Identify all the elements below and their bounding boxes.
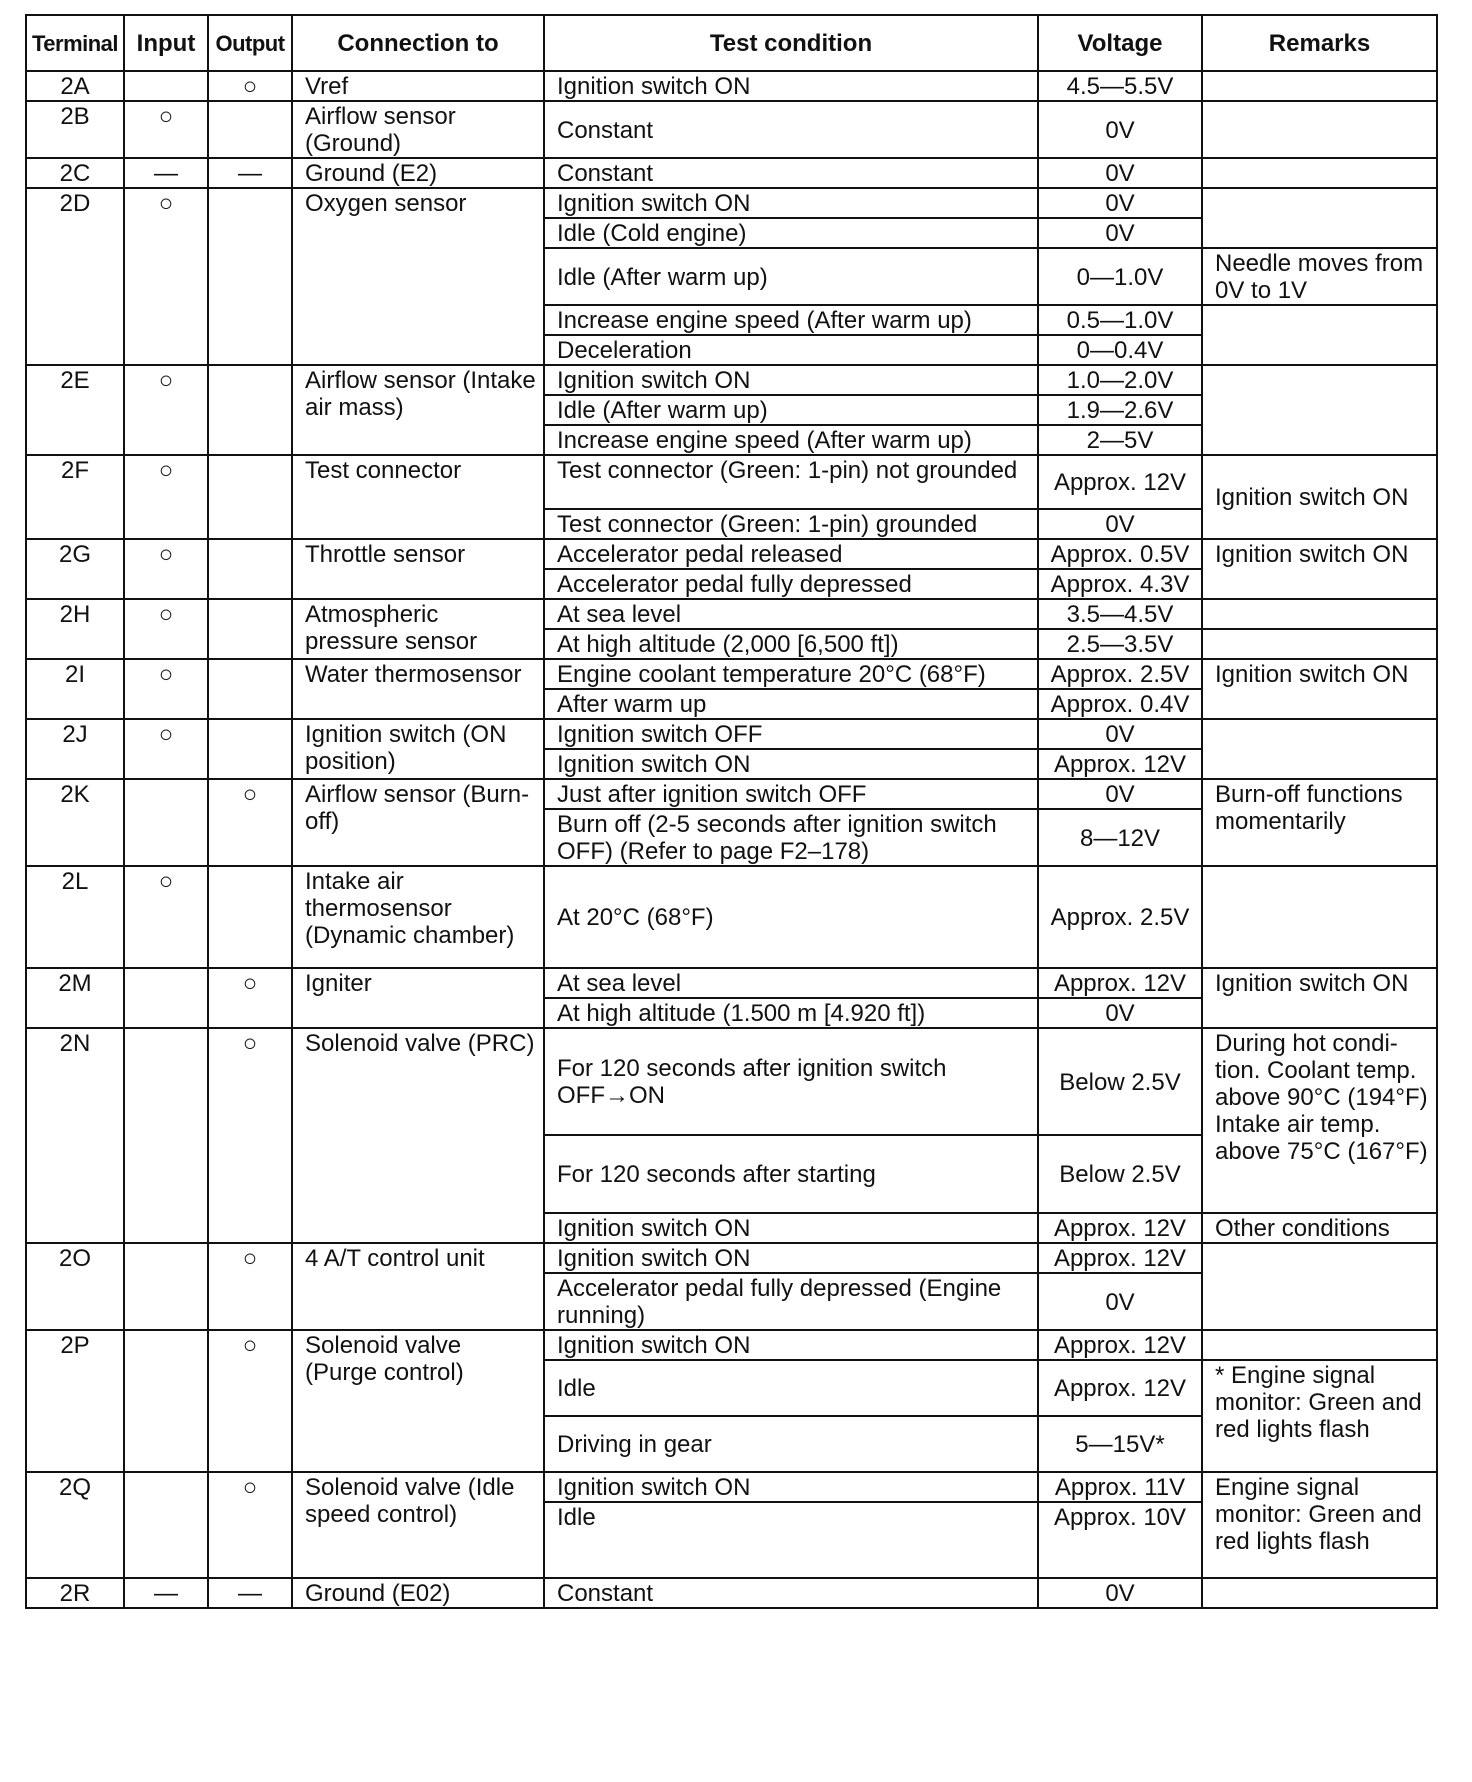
test-condition-cell: Ignition switch ON: [544, 1472, 1038, 1502]
voltage-cell: Approx. 12V: [1038, 968, 1202, 998]
test-condition-cell: Engine coolant temperature 20°C (68°F): [544, 659, 1038, 689]
table-row: [26, 1243, 1437, 1273]
voltage-cell: 0V: [1038, 1273, 1202, 1330]
terminal-cell: 2M: [26, 968, 124, 1028]
header-connection: Connection to: [292, 15, 544, 71]
output-cell: [208, 101, 292, 158]
remarks-cell: [1202, 71, 1437, 101]
voltage-cell: 0V: [1038, 158, 1202, 188]
test-condition-cell: Idle (After warm up): [544, 248, 1038, 305]
voltage-cell: 1.9—2.6V: [1038, 395, 1202, 425]
test-condition-cell: At high altitude (1.500 m [4.920 ft]): [544, 998, 1038, 1028]
connection-cell: Vref: [292, 71, 544, 101]
table-row: [26, 158, 1437, 188]
input-cell: [124, 1472, 208, 1578]
table-row: [26, 455, 1437, 509]
input-cell: [124, 779, 208, 866]
test-condition-cell: At high altitude (2,000 [6,500 ft]): [544, 629, 1038, 659]
test-condition-cell: Accelerator pedal released: [544, 539, 1038, 569]
output-mark: ○: [208, 71, 292, 101]
output-cell: [208, 539, 292, 599]
output-dash: —: [208, 1578, 292, 1608]
output-cell: [208, 659, 292, 719]
table-row: [26, 71, 1437, 101]
remarks-cell: [1202, 305, 1437, 365]
input-mark: ○: [124, 659, 208, 719]
test-condition-cell: Idle: [544, 1360, 1038, 1416]
input-cell: [124, 1330, 208, 1472]
remarks-cell: Other conditions: [1202, 1213, 1437, 1243]
output-cell: [208, 866, 292, 968]
input-mark: ○: [124, 188, 208, 365]
table-row: [26, 779, 1437, 809]
input-mark: ○: [124, 866, 208, 968]
voltage-cell: 8—12V: [1038, 809, 1202, 866]
remarks-cell: Ignition switch ON: [1202, 968, 1437, 1028]
test-condition-cell: Ignition switch ON: [544, 71, 1038, 101]
terminal-cell: 2K: [26, 779, 124, 866]
output-cell: [208, 599, 292, 659]
voltage-cell: 0—0.4V: [1038, 335, 1202, 365]
remarks-cell: Needle moves from 0V to 1V: [1202, 248, 1437, 305]
connection-cell: Intake air thermosensor (Dynamic chamber): [292, 866, 544, 968]
test-condition-cell: Burn off (2-5 seconds after ignition switch OFF) (Refer to page F2–178): [544, 809, 1038, 866]
test-condition-cell: Constant: [544, 101, 1038, 158]
remarks-cell: [1202, 1243, 1437, 1330]
terminal-cell: 2G: [26, 539, 124, 599]
voltage-cell: Approx. 10V: [1038, 1502, 1202, 1578]
connection-cell: Igniter: [292, 968, 544, 1028]
test-condition-cell: Increase engine speed (After warm up): [544, 305, 1038, 335]
terminal-cell: 2F: [26, 455, 124, 539]
input-cell: [124, 71, 208, 101]
voltage-cell: 0V: [1038, 1578, 1202, 1608]
voltage-cell: Approx. 2.5V: [1038, 866, 1202, 968]
terminal-cell: 2O: [26, 1243, 124, 1330]
table-row: [26, 1472, 1437, 1502]
table-row: [26, 968, 1437, 998]
remarks-cell: [1202, 101, 1437, 158]
voltage-cell: Approx. 11V: [1038, 1472, 1202, 1502]
terminal-cell: 2Q: [26, 1472, 124, 1578]
voltage-cell: 1.0—2.0V: [1038, 365, 1202, 395]
test-condition-cell: At 20°C (68°F): [544, 866, 1038, 968]
remarks-cell: Ignition switch ON: [1202, 539, 1437, 599]
remarks-cell: * Engine signal monitor: Green and red lights flash: [1202, 1360, 1437, 1472]
voltage-cell: 2.5—3.5V: [1038, 629, 1202, 659]
voltage-cell: 3.5—4.5V: [1038, 599, 1202, 629]
output-mark: ○: [208, 968, 292, 1028]
table-row: [26, 719, 1437, 749]
input-cell: [124, 968, 208, 1028]
test-condition-cell: Idle (After warm up): [544, 395, 1038, 425]
output-cell: [208, 719, 292, 779]
test-condition-cell: For 120 seconds after ignition switch OFF→ON: [544, 1028, 1038, 1135]
terminal-cell: 2D: [26, 188, 124, 365]
output-mark: ○: [208, 1330, 292, 1472]
remarks-cell: [1202, 365, 1437, 455]
output-mark: ○: [208, 1472, 292, 1578]
terminal-cell: 2J: [26, 719, 124, 779]
connection-cell: Oxygen sensor: [292, 188, 544, 365]
test-condition-cell: At sea level: [544, 599, 1038, 629]
voltage-cell: Approx. 12V: [1038, 1330, 1202, 1360]
test-condition-cell: Driving in gear: [544, 1416, 1038, 1472]
remarks-cell: [1202, 599, 1437, 629]
test-condition-cell: Constant: [544, 1578, 1038, 1608]
test-condition-cell: Deceleration: [544, 335, 1038, 365]
voltage-cell: 4.5—5.5V: [1038, 71, 1202, 101]
voltage-cell: Approx. 4.3V: [1038, 569, 1202, 599]
terminal-cell: 2P: [26, 1330, 124, 1472]
remarks-cell: Burn-off functions momentarily: [1202, 779, 1437, 866]
header-remarks: Remarks: [1202, 15, 1437, 71]
connection-cell: Airflow sensor (Burn-off): [292, 779, 544, 866]
test-condition-cell: Test connector (Green: 1-pin) not grounded: [544, 455, 1038, 509]
terminal-cell: 2N: [26, 1028, 124, 1243]
test-condition-cell: At sea level: [544, 968, 1038, 998]
output-cell: [208, 365, 292, 455]
output-cell: [208, 188, 292, 365]
voltage-cell: 0V: [1038, 509, 1202, 539]
input-mark: ○: [124, 455, 208, 539]
voltage-cell: 0V: [1038, 998, 1202, 1028]
connection-cell: Solenoid valve (PRC): [292, 1028, 544, 1243]
connection-cell: Airflow sensor (Ground): [292, 101, 544, 158]
input-mark: ○: [124, 599, 208, 659]
terminal-cell: 2I: [26, 659, 124, 719]
connection-cell: Throttle sensor: [292, 539, 544, 599]
connection-cell: Solenoid valve (Idle speed control): [292, 1472, 544, 1578]
connection-cell: Atmospheric pressure sensor: [292, 599, 544, 659]
terminal-cell: 2B: [26, 101, 124, 158]
test-condition-cell: Test connector (Green: 1-pin) grounded: [544, 509, 1038, 539]
voltage-cell: Approx. 2.5V: [1038, 659, 1202, 689]
voltage-cell: Approx. 12V: [1038, 455, 1202, 509]
test-condition-cell: Increase engine speed (After warm up): [544, 425, 1038, 455]
terminal-cell: 2H: [26, 599, 124, 659]
output-dash: —: [208, 158, 292, 188]
table-row: [26, 539, 1437, 569]
voltage-cell: 5—15V*: [1038, 1416, 1202, 1472]
test-condition-cell: Ignition switch ON: [544, 749, 1038, 779]
input-mark: ○: [124, 539, 208, 599]
terminal-cell: 2A: [26, 71, 124, 101]
remarks-cell: [1202, 1578, 1437, 1608]
table-row: [26, 101, 1437, 158]
voltage-cell: Approx. 12V: [1038, 749, 1202, 779]
voltage-cell: Below 2.5V: [1038, 1135, 1202, 1213]
remarks-cell: Ignition switch ON: [1202, 659, 1437, 719]
connection-cell: Test connector: [292, 455, 544, 539]
voltage-cell: Below 2.5V: [1038, 1028, 1202, 1135]
connection-cell: Ignition switch (ON position): [292, 719, 544, 779]
remarks-cell: Engine signal monitor: Green and red lights flash: [1202, 1472, 1437, 1578]
table-row: [26, 659, 1437, 689]
input-dash: —: [124, 158, 208, 188]
voltage-cell: 0V: [1038, 188, 1202, 218]
test-condition-cell: Ignition switch ON: [544, 1243, 1038, 1273]
voltage-cell: 0V: [1038, 779, 1202, 809]
connection-cell: Airflow sensor (Intake air mass): [292, 365, 544, 455]
terminal-cell: 2R: [26, 1578, 124, 1608]
test-condition-cell: Ignition switch ON: [544, 188, 1038, 218]
remarks-cell: [1202, 629, 1437, 659]
input-cell: [124, 1243, 208, 1330]
output-mark: ○: [208, 1243, 292, 1330]
header-input: Input: [124, 15, 208, 71]
input-mark: ○: [124, 719, 208, 779]
table-row: [26, 1330, 1437, 1360]
voltage-cell: Approx. 12V: [1038, 1360, 1202, 1416]
voltage-cell: 0.5—1.0V: [1038, 305, 1202, 335]
table-row: [26, 1028, 1437, 1135]
output-cell: [208, 455, 292, 539]
test-condition-cell: Idle: [544, 1502, 1038, 1578]
test-condition-cell: Accelerator pedal fully depressed: [544, 569, 1038, 599]
header-terminal: Terminal: [26, 15, 124, 71]
remarks-cell: [1202, 866, 1437, 968]
output-mark: ○: [208, 1028, 292, 1243]
header-output: Output: [208, 15, 292, 71]
test-condition-cell: Just after ignition switch OFF: [544, 779, 1038, 809]
test-condition-cell: Ignition switch ON: [544, 1213, 1038, 1243]
test-condition-cell: After warm up: [544, 689, 1038, 719]
remarks-cell: [1202, 158, 1437, 188]
terminal-cell: 2E: [26, 365, 124, 455]
remarks-cell: Ignition switch ON: [1202, 455, 1437, 539]
header-test-condition: Test condition: [544, 15, 1038, 71]
connection-cell: Water thermosensor: [292, 659, 544, 719]
voltage-cell: Approx. 12V: [1038, 1213, 1202, 1243]
voltage-cell: 0V: [1038, 218, 1202, 248]
remarks-cell: [1202, 719, 1437, 779]
input-mark: ○: [124, 101, 208, 158]
terminal-cell: 2L: [26, 866, 124, 968]
table-row: [26, 188, 1437, 218]
remarks-cell: [1202, 1330, 1437, 1360]
table-row: [26, 365, 1437, 395]
input-mark: ○: [124, 365, 208, 455]
test-condition-cell: Ignition switch OFF: [544, 719, 1038, 749]
voltage-cell: Approx. 0.5V: [1038, 539, 1202, 569]
output-mark: ○: [208, 779, 292, 866]
connection-cell: Ground (E02): [292, 1578, 544, 1608]
voltage-cell: 2—5V: [1038, 425, 1202, 455]
terminal-voltage-table: [25, 14, 1438, 1609]
test-condition-cell: Accelerator pedal fully depressed (Engine running): [544, 1273, 1038, 1330]
terminal-cell: 2C: [26, 158, 124, 188]
test-condition-cell: Ignition switch ON: [544, 1330, 1038, 1360]
input-cell: [124, 1028, 208, 1243]
voltage-cell: 0V: [1038, 101, 1202, 158]
connection-cell: Solenoid valve (Purge control): [292, 1330, 544, 1472]
connection-cell: Ground (E2): [292, 158, 544, 188]
voltage-cell: Approx. 0.4V: [1038, 689, 1202, 719]
table-row: [26, 599, 1437, 629]
connection-cell: 4 A/T control unit: [292, 1243, 544, 1330]
remarks-cell: During hot condi-tion. Coolant temp. above 90°C (194°F) Intake air temp. above 75°C (167°F): [1202, 1028, 1437, 1213]
test-condition-cell: Ignition switch ON: [544, 365, 1038, 395]
table-row: [26, 866, 1437, 968]
test-condition-cell: Constant: [544, 158, 1038, 188]
input-dash: —: [124, 1578, 208, 1608]
voltage-cell: 0V: [1038, 719, 1202, 749]
voltage-cell: Approx. 12V: [1038, 1243, 1202, 1273]
test-condition-cell: Idle (Cold engine): [544, 218, 1038, 248]
voltage-cell: 0—1.0V: [1038, 248, 1202, 305]
table-header: [26, 15, 1437, 71]
test-condition-cell: For 120 seconds after starting: [544, 1135, 1038, 1213]
header-voltage: Voltage: [1038, 15, 1202, 71]
table-row: [26, 1578, 1437, 1608]
remarks-cell: [1202, 188, 1437, 248]
